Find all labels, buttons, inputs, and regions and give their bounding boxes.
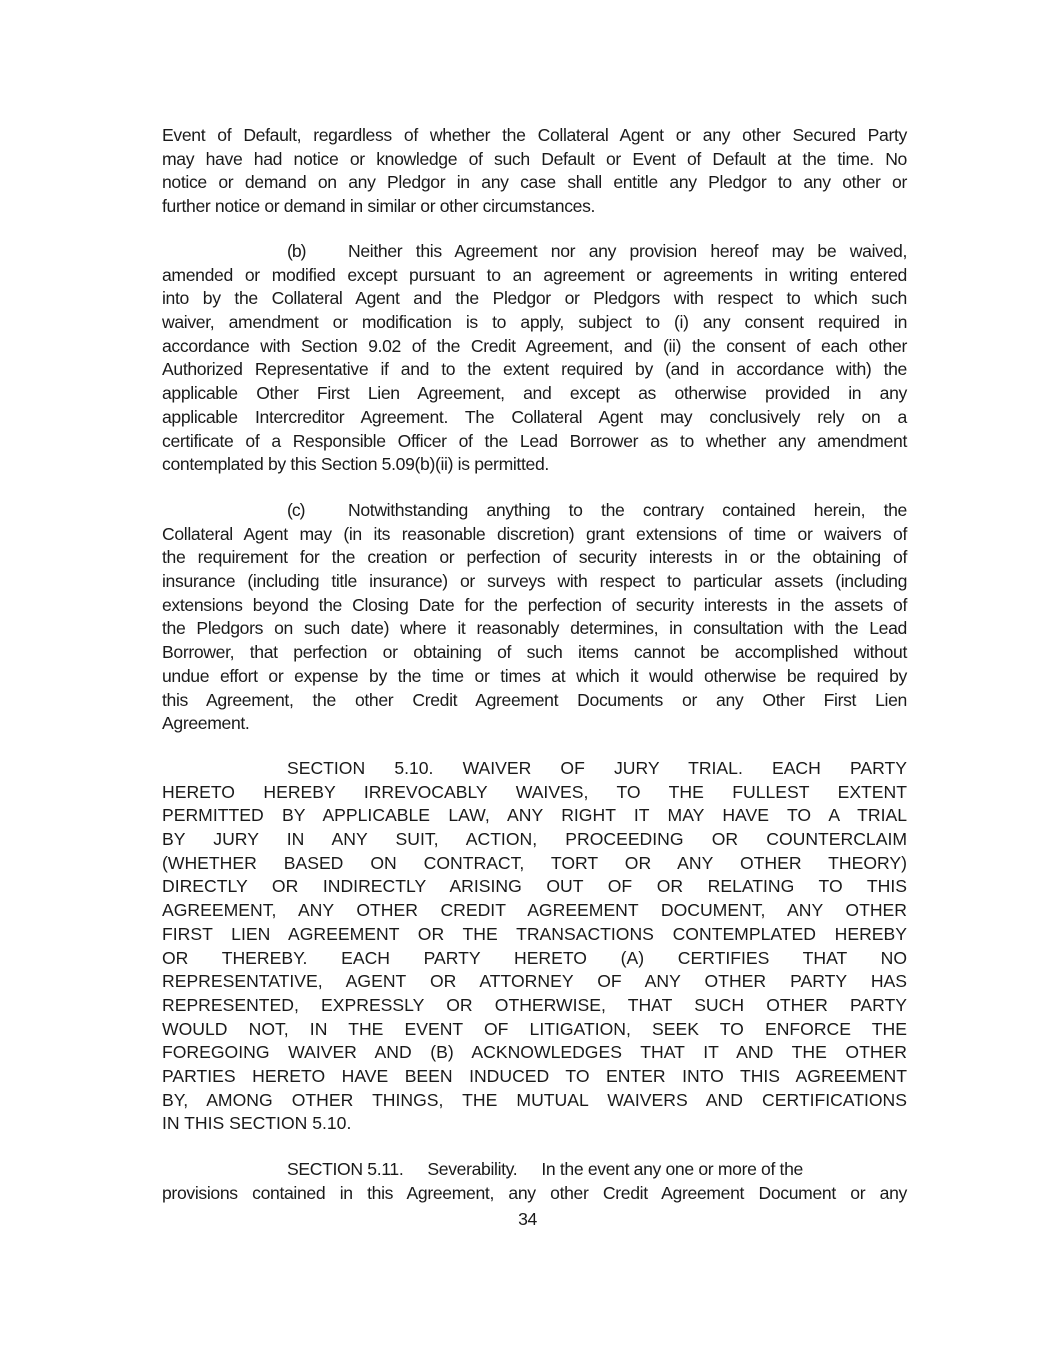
text-line: PARTIES HERETO HAVE BEEN INDUCED TO ENTER INTO THIS AGREEMENT <box>162 1065 907 1086</box>
section-text: In the event any one or more of the <box>541 1159 803 1179</box>
clause-label: (c) <box>287 500 305 520</box>
text-line: FIRST LIEN AGREEMENT OR THE TRANSACTIONS CONTEMPLATED HEREBY <box>162 923 907 944</box>
text-line <box>162 240 907 264</box>
paragraph-clause-c <box>162 499 907 736</box>
text-line: HERETO HEREBY IRREVOCABLY WAIVES, TO THE FULLEST EXTENT <box>162 781 907 802</box>
text-line: Agreement. <box>162 713 250 734</box>
text-line: Borrower, that perfection or obtaining of such items cannot be accomplished without <box>162 642 907 663</box>
text-line: extensions beyond the Closing Date for the perfection of security interests in the assets of <box>162 594 907 615</box>
text-line: DIRECTLY OR INDIRECTLY ARISING OUT OF OR RELATING TO THIS <box>162 876 907 897</box>
text-line: FOREGOING WAIVER AND (B) ACKNOWLEDGES THAT IT AND THE OTHER <box>162 1042 907 1063</box>
text-line: contemplated by this Section 5.09(b)(ii) is permitted. <box>162 454 549 475</box>
text-line: BY JURY IN ANY SUIT, ACTION, PROCEEDING OR COUNTERCLAIM <box>162 829 907 850</box>
text-line: WOULD NOT, IN THE EVENT OF LITIGATION, SEEK TO ENFORCE THE <box>162 1018 907 1039</box>
text-line: applicable Other First Lien Agreement, and except as otherwise provided in any <box>162 383 907 404</box>
paragraph-continuation <box>162 124 907 219</box>
text-line: Collateral Agent may (in its reasonable discretion) grant extensions of time or waivers of <box>162 523 907 544</box>
text-line: Authorized Representative if and to the extent required by (and in accordance with) the <box>162 359 907 380</box>
paragraph-clause-b <box>162 240 907 477</box>
text-line: (WHETHER BASED ON CONTRACT, TORT OR ANY OTHER THEORY) <box>162 852 907 873</box>
text-line: this Agreement, the other Credit Agreement Documents or any Other First Lien <box>162 689 907 710</box>
text-line: undue effort or expense by the time or times at which it would otherwise be required by <box>162 665 907 686</box>
text-line: accordance with Section 9.02 of the Credit Agreement, and (ii) the consent of each other <box>162 335 907 356</box>
text-line: notice or demand on any Pledgor in any case shall entitle any Pledgor to any other or <box>162 172 907 193</box>
text-line: AGREEMENT, ANY OTHER CREDIT AGREEMENT DOCUMENT, ANY OTHER <box>162 900 907 921</box>
text-line: IN THIS SECTION 5.10. <box>162 1113 352 1134</box>
text-line: REPRESENTATIVE, AGENT OR ATTORNEY OF ANY OTHER PARTY HAS <box>162 971 907 992</box>
text-line: provisions contained in this Agreement, any other Credit Agreement Document or any <box>162 1182 907 1203</box>
text-line: the Pledgors on such date) where it reasonably determines, in consultation with the Lead <box>162 618 907 639</box>
text-line: further notice or demand in similar or other circumstances. <box>162 196 596 217</box>
section-5-11-severability <box>162 1158 907 1205</box>
text-line: into by the Collateral Agent and the Pledgor or Pledgors with respect to which such <box>162 288 907 309</box>
text-line: the requirement for the creation or perfection of security interests in or the obtaining of <box>162 547 907 568</box>
text-line: PERMITTED BY APPLICABLE LAW, ANY RIGHT IT MAY HAVE TO A TRIAL <box>162 805 907 826</box>
text-line: OR THEREBY. EACH PARTY HERETO (A) CERTIFIES THAT NO <box>162 947 907 968</box>
section-number: SECTION 5.11. <box>287 1159 404 1179</box>
text-line: Event of Default, regardless of whether the Collateral Agent or any other Secured Party <box>162 125 907 145</box>
section-5-10-jury-trial-waiver <box>162 757 907 1136</box>
text-line: insurance (including title insurance) or surveys with respect to particular assets (including <box>162 571 907 592</box>
page-number: 34 <box>518 1209 537 1229</box>
text-line: BY, AMONG OTHER THINGS, THE MUTUAL WAIVERS AND CERTIFICATIONS <box>162 1089 907 1110</box>
text-line: amended or modified except pursuant to an agreement or agreements in writing entered <box>162 264 907 285</box>
section-heading-line <box>162 1158 907 1182</box>
text-line: may have had notice or knowledge of such Default or Event of Default at the time. No <box>162 148 907 169</box>
text-line: certificate of a Responsible Officer of the Lead Borrower as to whether any amendment <box>162 430 907 451</box>
text-line: REPRESENTED, EXPRESSLY OR OTHERWISE, THAT SUCH OTHER PARTY <box>162 994 907 1015</box>
text-line <box>162 499 907 523</box>
section-title: Severability. <box>427 1159 518 1179</box>
text-line: waiver, amendment or modification is to apply, subject to (i) any consent required in <box>162 312 907 333</box>
clause-label: (b) <box>287 241 306 261</box>
text-line: applicable Intercreditor Agreement. The Collateral Agent may conclusively rely on a <box>162 406 907 427</box>
section-heading-line: SECTION 5.10. WAIVER OF JURY TRIAL. EACH PARTY <box>287 758 907 778</box>
clause-text: Neither this Agreement nor any provision hereof may be waived, <box>348 241 907 261</box>
clause-text: Notwithstanding anything to the contrary contained herein, the <box>348 500 907 520</box>
